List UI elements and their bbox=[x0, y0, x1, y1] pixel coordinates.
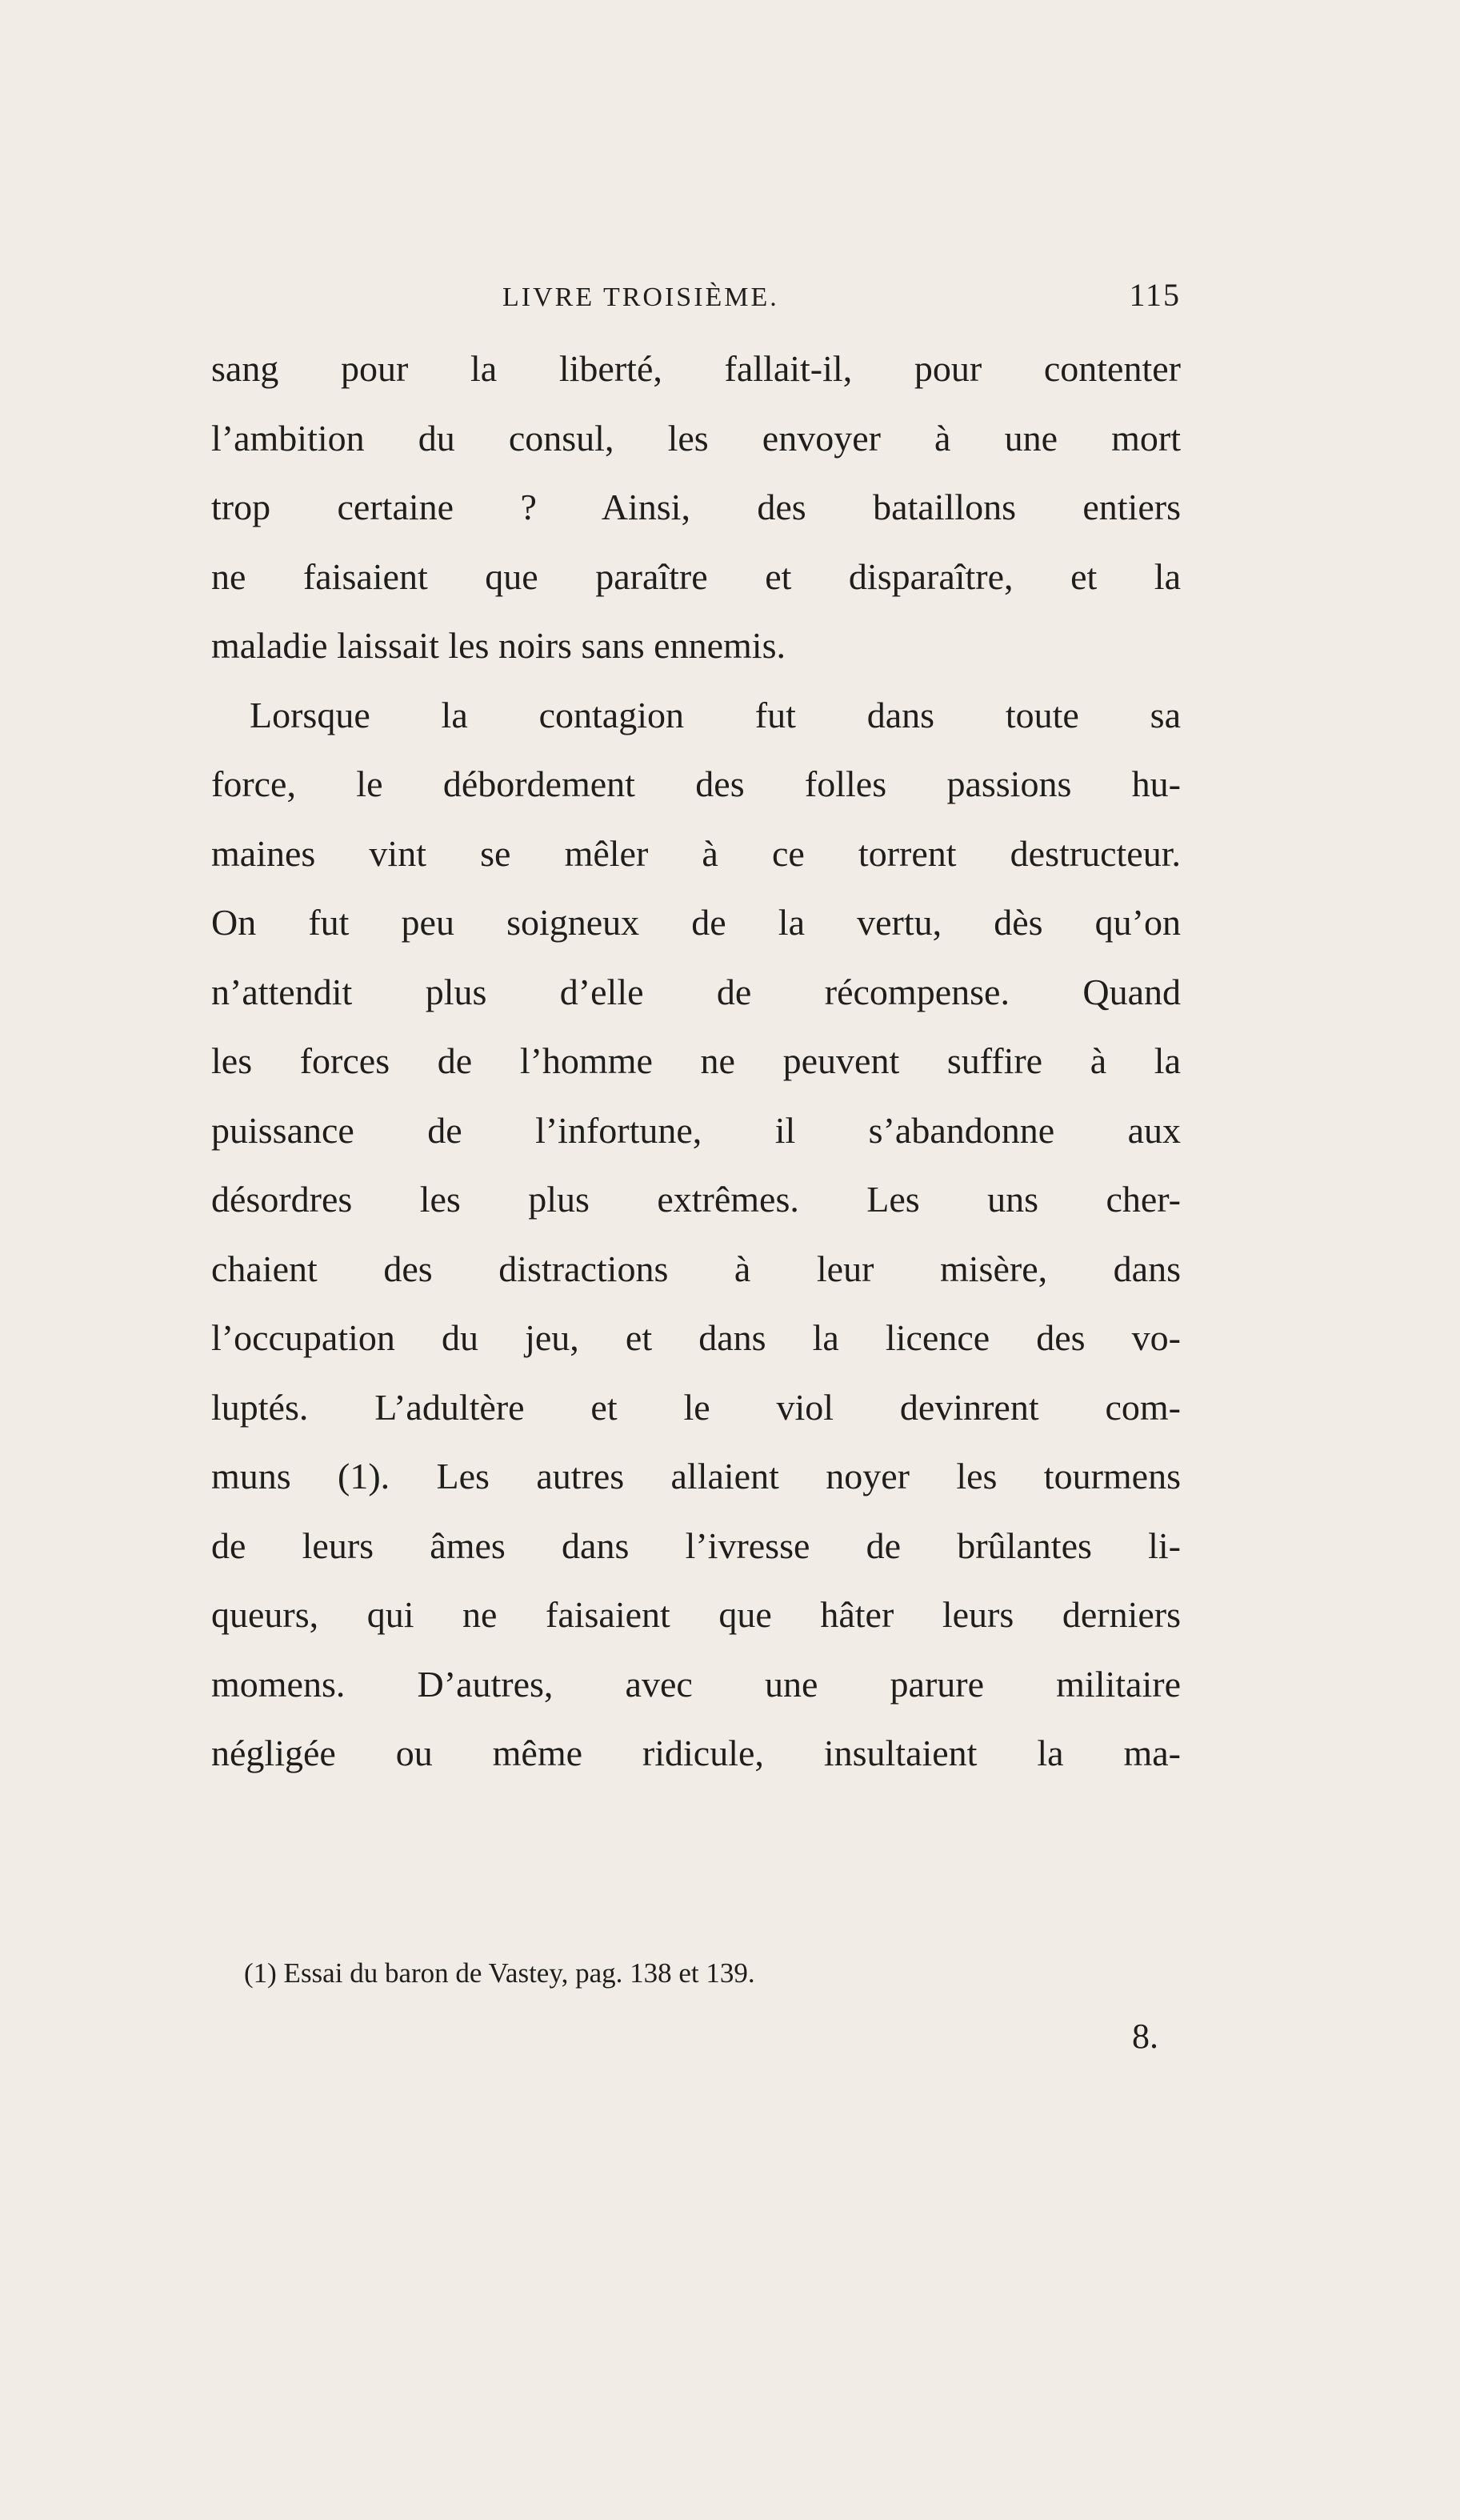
text-line: momens. D’autres, avec une parure militaire bbox=[211, 1663, 1181, 1705]
running-title: LIVRE TROISIÈME. bbox=[502, 282, 779, 312]
body-text bbox=[211, 335, 1181, 1789]
text-line: chaient des distractions à leur misère, dans bbox=[211, 1248, 1181, 1289]
text-line: maladie laissait les noirs sans ennemis. bbox=[211, 625, 786, 666]
text-line: force, le débordement des folles passions hu- bbox=[211, 763, 1181, 804]
text-line: puissance de l’infortune, il s’abandonne aux bbox=[211, 1109, 1181, 1151]
footnote: (1) Essai du baron de Vastey, pag. 138 et 139. bbox=[244, 1957, 755, 1989]
text-line: l’occupation du jeu, et dans la licence des vo- bbox=[211, 1317, 1181, 1358]
signature-mark: 8. bbox=[1132, 2017, 1158, 2056]
text-line: luptés. L’adultère et le viol devinrent com- bbox=[211, 1386, 1181, 1428]
text-line: désordres les plus extrêmes. Les uns cher- bbox=[211, 1179, 1181, 1220]
text-line: maines vint se mêler à ce torrent destructeur. bbox=[211, 832, 1181, 874]
text-line: l’ambition du consul, les envoyer à une mort bbox=[211, 417, 1181, 459]
text-line: ne faisaient que paraître et disparaître, et la bbox=[211, 555, 1181, 597]
running-head bbox=[211, 276, 1181, 332]
text-line: sang pour la liberté, fallait-il, pour contenter bbox=[211, 348, 1181, 389]
text-line: trop certaine ? Ainsi, des bataillons entiers bbox=[211, 487, 1181, 527]
text-line: queurs, qui ne faisaient que hâter leurs derniers bbox=[211, 1594, 1181, 1635]
page-number: 115 bbox=[1129, 277, 1181, 313]
text-line: Lorsque la contagion fut dans toute sa bbox=[250, 694, 1181, 735]
text-line: n’attendit plus d’elle de récompense. Quand bbox=[211, 971, 1181, 1012]
text-line: muns (1). Les autres allaient noyer les tourmens bbox=[211, 1456, 1181, 1496]
text-line: les forces de l’homme ne peuvent suffire à la bbox=[211, 1040, 1181, 1081]
text-line: négligée ou même ridicule, insultaient la ma- bbox=[211, 1733, 1181, 1773]
text-line: On fut peu soigneux de la vertu, dès qu’on bbox=[211, 902, 1181, 943]
text-line: de leurs âmes dans l’ivresse de brûlantes li- bbox=[211, 1524, 1181, 1566]
